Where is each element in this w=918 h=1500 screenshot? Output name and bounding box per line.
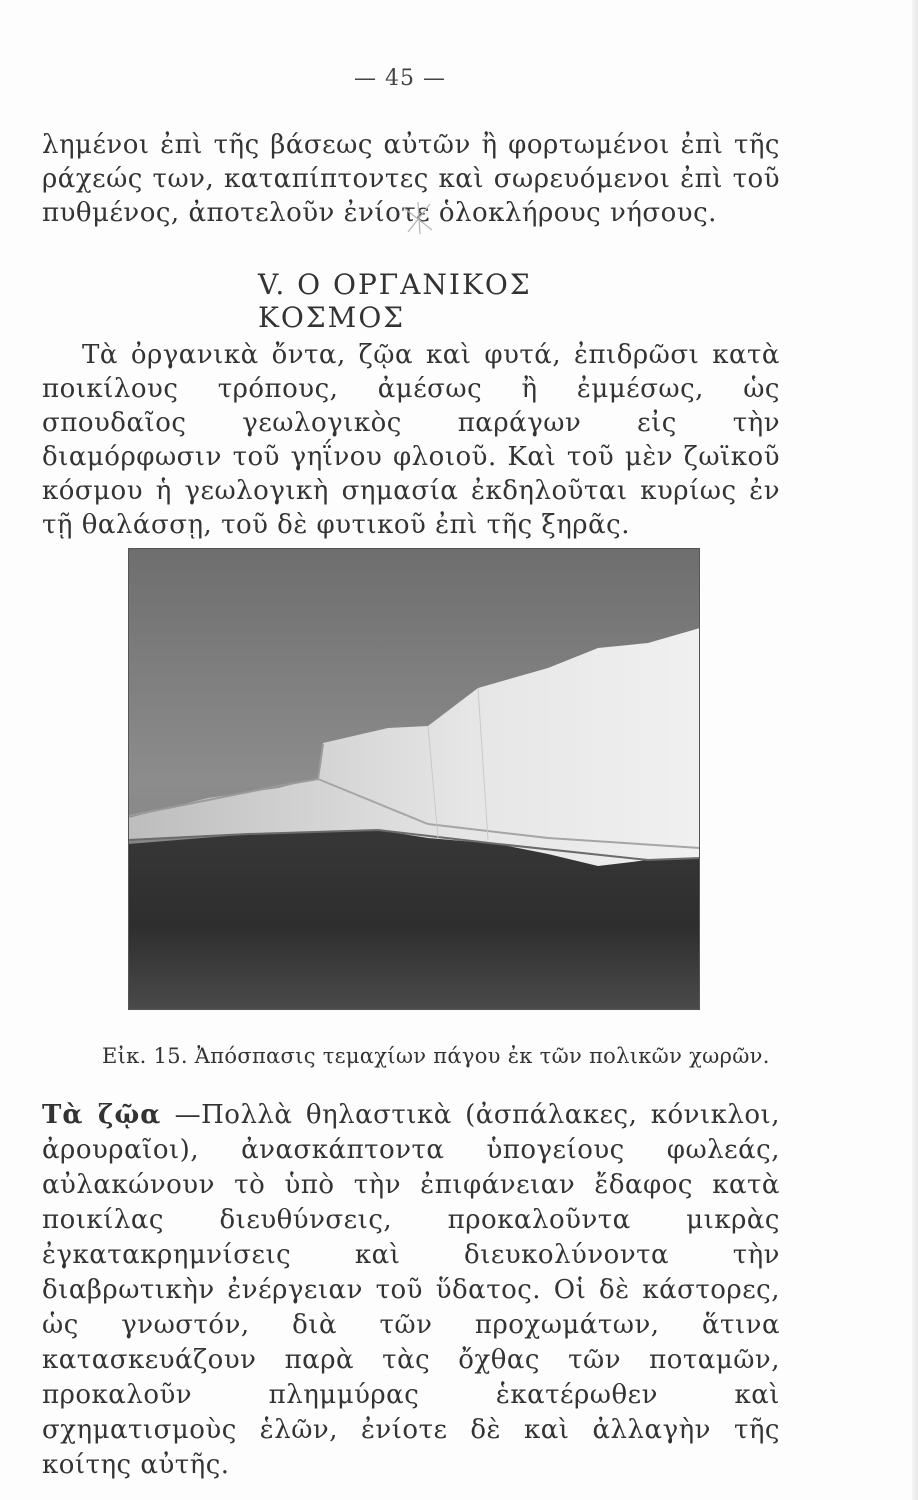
iceberg-photo-image [128,548,700,1010]
paragraph-continuation: λημένοι ἐπὶ τῆς βάσεως αὐτῶν ἢ φορτωμένοι ἐπὶ τῆς ράχεώς των, καταπίπτοντες καὶ σωρευόμενοι ἐπὶ τοῦ πυθμένος, ἀποτελοῦν ἐνίοτε ὁλοκλήρους νήσους. [42,130,780,228]
paragraph-animals-body: —Πολλὰ θηλαστικὰ (ἀσπάλακες, κόνικλοι, ἀρουραῖοι), ἀνασκάπτοντα ὑπογείους φωλεάς, αὐλακώνουν τὸ ὑπὸ τὴν ἐπιφάνειαν ἔδαφος κατὰ ποικίλας διευθύνσεις, προκαλοῦντα μικρὰς ἐγκατακρημνίσεις καὶ διευκολύνοντα τὴν διαβρωτικὴν ἐνέργειαν τοῦ ὕδατος. Οἱ δὲ κάστορες, ὡς γνωστόν, διὰ τῶν προχωμάτων, ἅτινα κατασκευάζουν παρὰ τὰς ὄχθας τῶν ποταμῶν, προκαλοῦν πλημμύρας ἑκατέρωθεν καὶ σχηματισμοὺς ἑλῶν, ἐνίοτε δὲ καὶ ἀλλαγὴν τῆς κοίτης αὐτῆς. [42,1100,780,1480]
page-edge-shadow [912,0,918,1500]
pencil-cross-mark-icon [398,200,438,236]
section-heading: V. Ο ΟΡΓΑΝΙΚΟΣ ΚΟΣΜΟΣ [258,268,532,334]
page-number: — 45 — [354,66,446,91]
figure-iceberg-photo [128,548,700,1010]
paragraph-organic-world: Τὰ ὀργανικὰ ὄντα, ζῷα καὶ φυτά, ἐπιδρῶσι κατὰ ποικίλους τρόπους, ἀμέσως ἢ ἐμμέσως, ὡς σπουδαῖος γεωλογικὸς παράγων εἰς τὴν διαμόρφωσιν τοῦ γηΐνου φλοιοῦ. Καὶ τοῦ μὲν ζωϊκοῦ κόσμου ἡ γεωλογικὴ σημασία ἐκδηλοῦται κυρίως ἐν τῇ θαλάσσῃ, τοῦ δὲ φυτικοῦ ἐπὶ τῆς ξηρᾶς. [42,340,780,540]
figure-caption: Εἰκ. 15. Ἀπόσπασις τεμαχίων πάγου ἐκ τῶν πολικῶν χωρῶν. [102,1044,770,1068]
paragraph-animals [42,1098,780,1483]
run-in-heading-animals: Τὰ ζῷα [42,1100,162,1130]
